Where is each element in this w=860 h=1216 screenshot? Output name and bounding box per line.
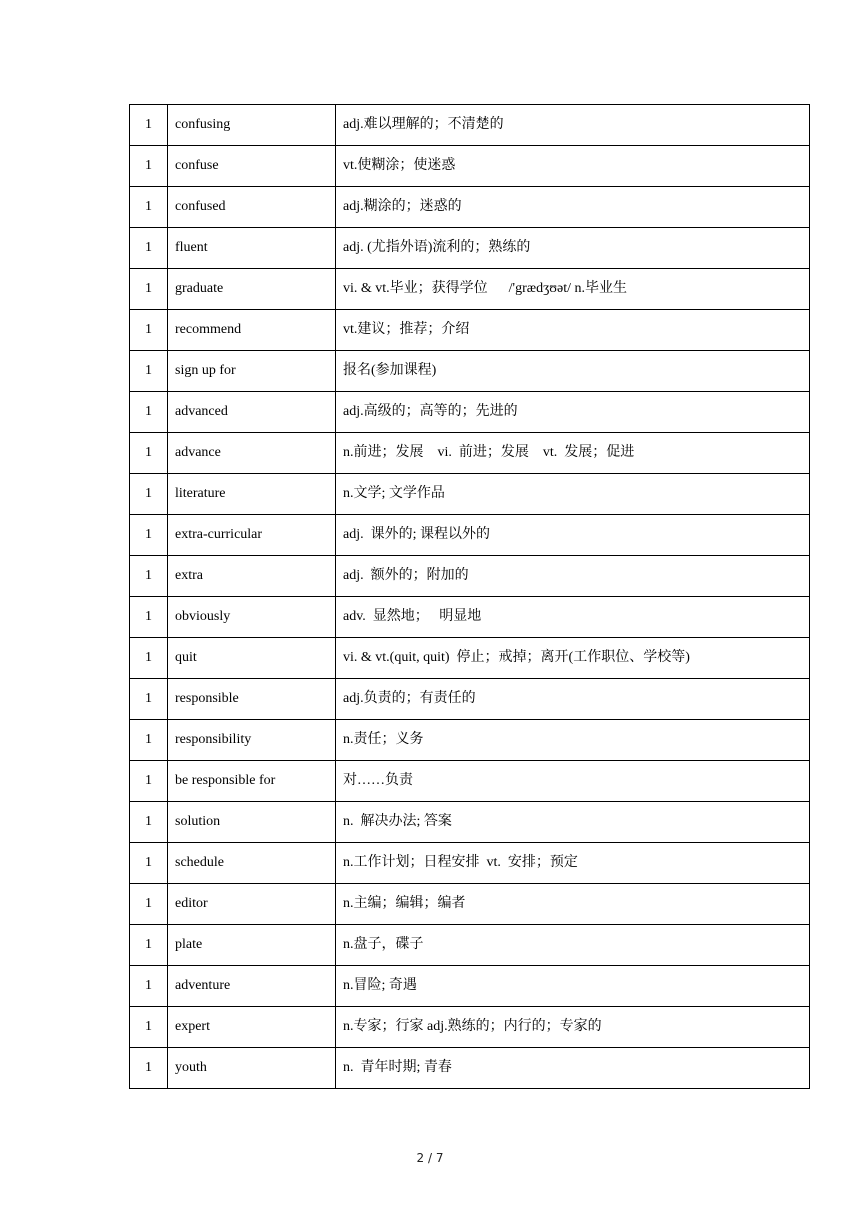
- table-row: [130, 1007, 810, 1048]
- definition-cell: adj. 额外的；附加的: [336, 556, 810, 597]
- word-cell: extra-curricular: [168, 515, 336, 556]
- word-cell: be responsible for: [168, 761, 336, 802]
- table-row: [130, 925, 810, 966]
- table-row: [130, 310, 810, 351]
- row-number-cell: 1: [130, 187, 168, 228]
- row-number-cell: 1: [130, 392, 168, 433]
- definition-cell: adj.糊涂的；迷惑的: [336, 187, 810, 228]
- word-cell: obviously: [168, 597, 336, 638]
- row-number-cell: 1: [130, 105, 168, 146]
- definition-cell: n. 解决办法; 答案: [336, 802, 810, 843]
- definition-cell: adj. (尤指外语)流利的；熟练的: [336, 228, 810, 269]
- table-row: [130, 146, 810, 187]
- word-cell: plate: [168, 925, 336, 966]
- row-number-cell: 1: [130, 802, 168, 843]
- word-cell: sign up for: [168, 351, 336, 392]
- definition-cell: n.主编；编辑；编者: [336, 884, 810, 925]
- definition-cell: vi. & vt.毕业；获得学位 /'grædʒʊət/ n.毕业生: [336, 269, 810, 310]
- word-cell: advanced: [168, 392, 336, 433]
- table-row: [130, 474, 810, 515]
- row-number-cell: 1: [130, 351, 168, 392]
- definition-cell: vt.使糊涂；使迷惑: [336, 146, 810, 187]
- table-row: [130, 720, 810, 761]
- table-row: [130, 802, 810, 843]
- definition-cell: n.前进；发展 vi. 前进；发展 vt. 发展；促进: [336, 433, 810, 474]
- definition-cell: n.工作计划；日程安排 vt. 安排；预定: [336, 843, 810, 884]
- row-number-cell: 1: [130, 474, 168, 515]
- row-number-cell: 1: [130, 638, 168, 679]
- table-row: [130, 269, 810, 310]
- row-number-cell: 1: [130, 1007, 168, 1048]
- word-cell: confused: [168, 187, 336, 228]
- word-cell: graduate: [168, 269, 336, 310]
- row-number-cell: 1: [130, 228, 168, 269]
- row-number-cell: 1: [130, 843, 168, 884]
- row-number-cell: 1: [130, 597, 168, 638]
- definition-cell: adj.负责的；有责任的: [336, 679, 810, 720]
- table-row: [130, 843, 810, 884]
- word-cell: confusing: [168, 105, 336, 146]
- table-row: [130, 597, 810, 638]
- table-row: [130, 228, 810, 269]
- definition-cell: n.专家；行家 adj.熟练的；内行的；专家的: [336, 1007, 810, 1048]
- table-row: [130, 392, 810, 433]
- definition-cell: 报名(参加课程): [336, 351, 810, 392]
- row-number-cell: 1: [130, 556, 168, 597]
- row-number-cell: 1: [130, 515, 168, 556]
- row-number-cell: 1: [130, 761, 168, 802]
- word-cell: solution: [168, 802, 336, 843]
- vocabulary-table-body: [130, 105, 810, 1089]
- definition-cell: 对……负责: [336, 761, 810, 802]
- word-cell: quit: [168, 638, 336, 679]
- row-number-cell: 1: [130, 720, 168, 761]
- table-row: [130, 105, 810, 146]
- table-row: [130, 638, 810, 679]
- row-number-cell: 1: [130, 1048, 168, 1089]
- row-number-cell: 1: [130, 269, 168, 310]
- word-cell: editor: [168, 884, 336, 925]
- word-cell: recommend: [168, 310, 336, 351]
- table-row: [130, 884, 810, 925]
- table-row: [130, 187, 810, 228]
- row-number-cell: 1: [130, 310, 168, 351]
- table-row: [130, 966, 810, 1007]
- word-cell: confuse: [168, 146, 336, 187]
- row-number-cell: 1: [130, 925, 168, 966]
- definition-cell: adj.难以理解的；不清楚的: [336, 105, 810, 146]
- word-cell: extra: [168, 556, 336, 597]
- table-row: [130, 433, 810, 474]
- row-number-cell: 1: [130, 884, 168, 925]
- word-cell: fluent: [168, 228, 336, 269]
- definition-cell: vi. & vt.(quit, quit) 停止；戒掉；离开(工作职位、学校等): [336, 638, 810, 679]
- table-row: [130, 556, 810, 597]
- word-cell: responsibility: [168, 720, 336, 761]
- word-cell: youth: [168, 1048, 336, 1089]
- definition-cell: adj. 课外的; 课程以外的: [336, 515, 810, 556]
- page-number: 2 / 7: [416, 1151, 444, 1165]
- table-row: [130, 1048, 810, 1089]
- table-row: [130, 515, 810, 556]
- word-cell: expert: [168, 1007, 336, 1048]
- table-row: [130, 351, 810, 392]
- word-cell: literature: [168, 474, 336, 515]
- row-number-cell: 1: [130, 966, 168, 1007]
- definition-cell: n. 青年时期; 青春: [336, 1048, 810, 1089]
- row-number-cell: 1: [130, 679, 168, 720]
- definition-cell: vt.建议；推荐；介绍: [336, 310, 810, 351]
- word-cell: advance: [168, 433, 336, 474]
- word-cell: adventure: [168, 966, 336, 1007]
- row-number-cell: 1: [130, 433, 168, 474]
- definition-cell: adv. 显然地； 明显地: [336, 597, 810, 638]
- definition-cell: n.盘子，碟子: [336, 925, 810, 966]
- definition-cell: adj.高级的；高等的；先进的: [336, 392, 810, 433]
- definition-cell: n.文学; 文学作品: [336, 474, 810, 515]
- table-row: [130, 679, 810, 720]
- vocabulary-table: [129, 104, 810, 1089]
- definition-cell: n.冒险; 奇遇: [336, 966, 810, 1007]
- word-cell: responsible: [168, 679, 336, 720]
- table-row: [130, 761, 810, 802]
- definition-cell: n.责任；义务: [336, 720, 810, 761]
- row-number-cell: 1: [130, 146, 168, 187]
- word-cell: schedule: [168, 843, 336, 884]
